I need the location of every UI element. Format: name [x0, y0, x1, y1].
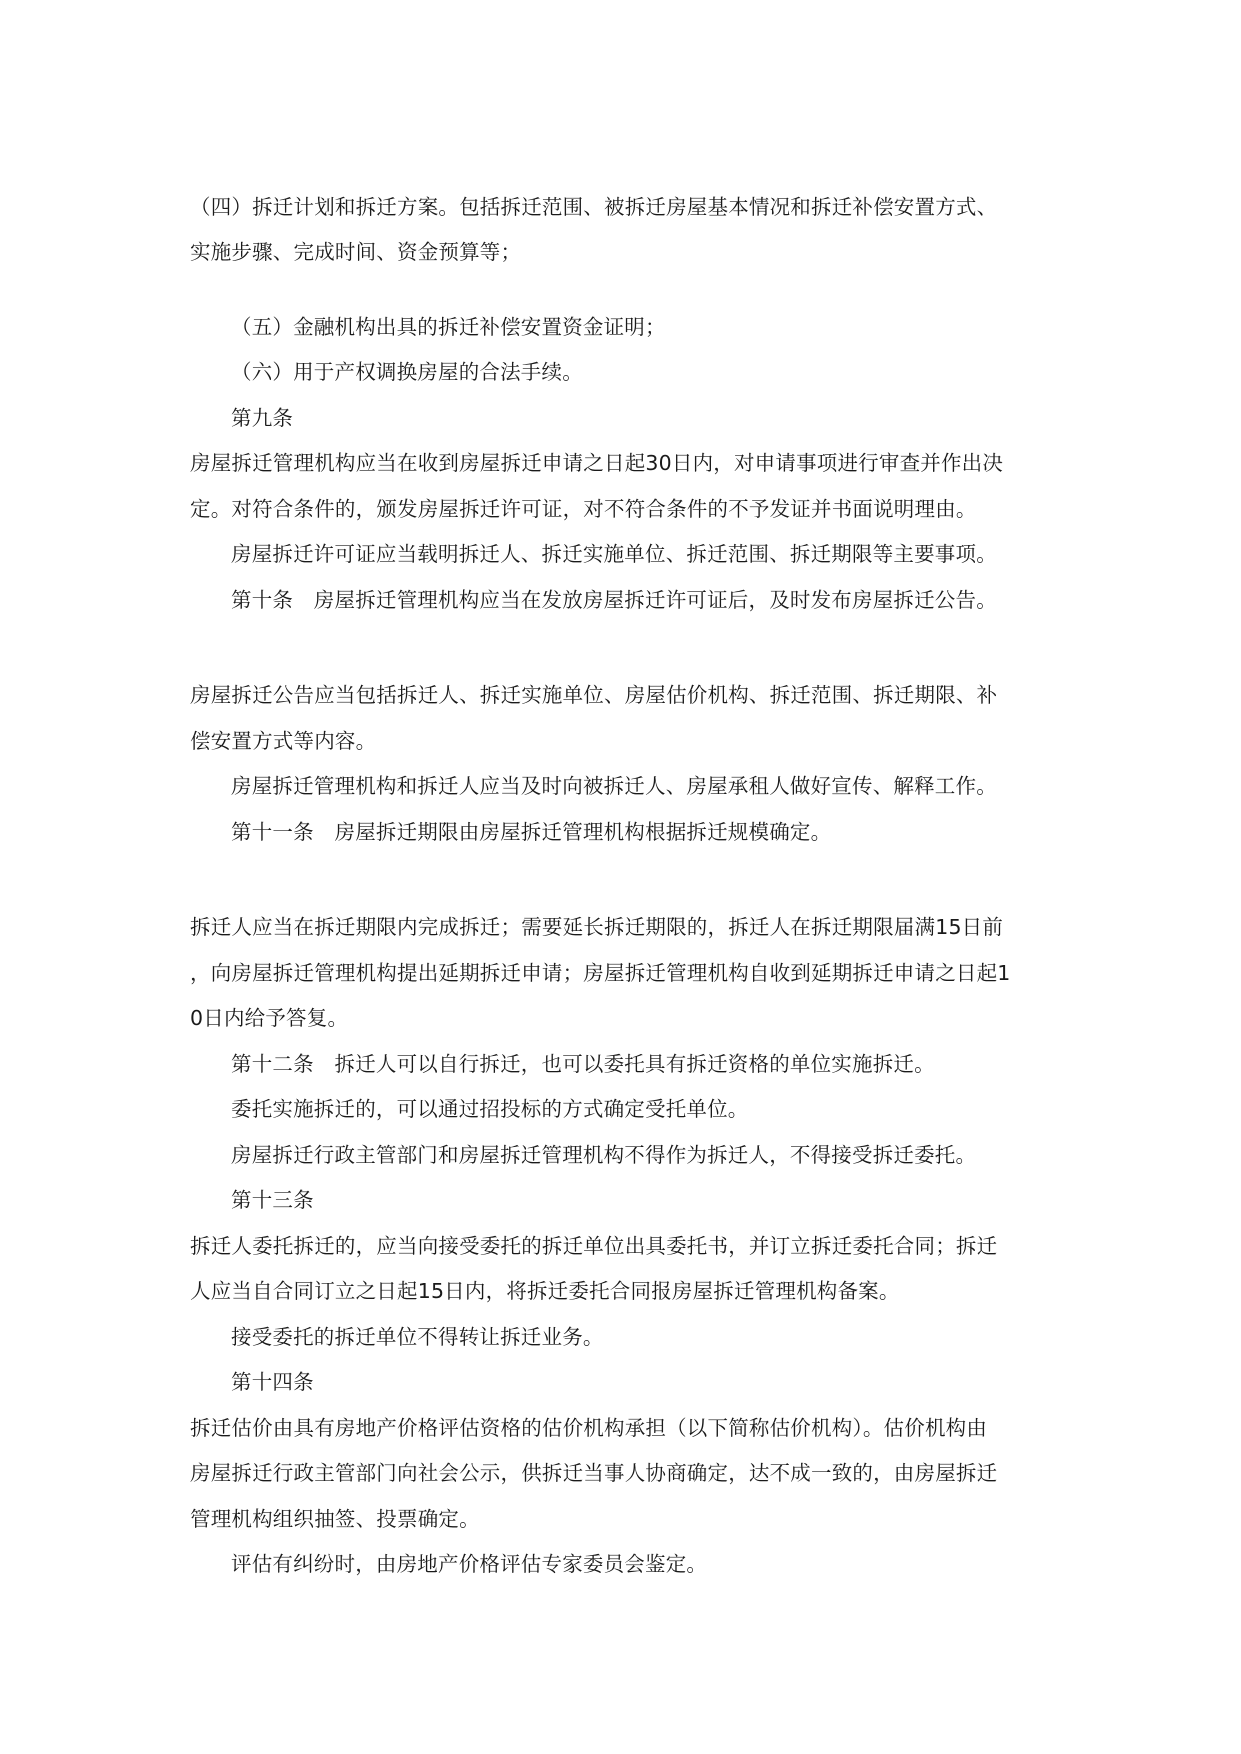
article-heading: 第十二条 拆迁人可以自行拆迁，也可以委托具有拆迁资格的单位实施拆迁。 [231, 1052, 935, 1076]
text-line: 房屋拆迁管理机构应当在收到房屋拆迁申请之日起30日内，对申请事项进行审查并作出决 [190, 451, 1004, 475]
text-line: 评估有纠纷时，由房地产价格评估专家委员会鉴定。 [231, 1552, 708, 1576]
text-line: 管理机构组织抽签、投票确定。 [190, 1507, 480, 1531]
text-line: 房屋拆迁管理机构和拆迁人应当及时向被拆迁人、房屋承租人做好宣传、解释工作。 [231, 774, 997, 798]
text-line: 接受委托的拆迁单位不得转让拆迁业务。 [231, 1325, 604, 1349]
text-line: 拆迁估价由具有房地产价格评估资格的估价机构承担（以下简称估价机构）。估价机构由 [190, 1416, 988, 1440]
text-line: 0日内给予答复。 [190, 1006, 349, 1030]
text-line: 实施步骤、完成时间、资金预算等； [190, 240, 522, 264]
text-line: 拆迁人应当在拆迁期限内完成拆迁；需要延长拆迁期限的，拆迁人在拆迁期限届满15日前 [190, 915, 1004, 939]
text-line: （五）金融机构出具的拆迁补偿安置资金证明； [231, 315, 666, 339]
text-line: 房屋拆迁行政主管部门向社会公示，供拆迁当事人协商确定，达不成一致的，由房屋拆迁 [190, 1461, 998, 1485]
text-line: 房屋拆迁许可证应当载明拆迁人、拆迁实施单位、拆迁范围、拆迁期限等主要事项。 [231, 542, 997, 566]
text-line: 房屋拆迁公告应当包括拆迁人、拆迁实施单位、房屋估价机构、拆迁范围、拆迁期限、补 [190, 683, 998, 707]
text-line: 房屋拆迁行政主管部门和房屋拆迁管理机构不得作为拆迁人，不得接受拆迁委托。 [231, 1143, 977, 1167]
article-heading: 第十三条 [231, 1188, 314, 1212]
article-heading: 第十一条 房屋拆迁期限由房屋拆迁管理机构根据拆迁规模确定。 [231, 820, 832, 844]
text-line: （六）用于产权调换房屋的合法手续。 [231, 360, 583, 384]
text-line: 委托实施拆迁的，可以通过招投标的方式确定受托单位。 [231, 1097, 749, 1121]
text-line: 人应当自合同订立之日起15日内，将拆迁委托合同报房屋拆迁管理机构备案。 [190, 1279, 900, 1303]
text-line: 定。对符合条件的，颁发房屋拆迁许可证，对不符合条件的不予发证并书面说明理由。 [190, 497, 977, 521]
text-line: ，向房屋拆迁管理机构提出延期拆迁申请；房屋拆迁管理机构自收到延期拆迁申请之日起1 [190, 961, 1011, 985]
text-line: 偿安置方式等内容。 [190, 729, 377, 753]
article-heading: 第十四条 [231, 1370, 314, 1394]
text-line: 拆迁人委托拆迁的，应当向接受委托的拆迁单位出具委托书，并订立拆迁委托合同；拆迁 [190, 1234, 998, 1258]
text-line: （四）拆迁计划和拆迁方案。包括拆迁范围、被拆迁房屋基本情况和拆迁补偿安置方式、 [190, 195, 998, 219]
article-heading: 第九条 [231, 406, 294, 430]
article-heading: 第十条 房屋拆迁管理机构应当在发放房屋拆迁许可证后，及时发布房屋拆迁公告。 [231, 588, 997, 612]
